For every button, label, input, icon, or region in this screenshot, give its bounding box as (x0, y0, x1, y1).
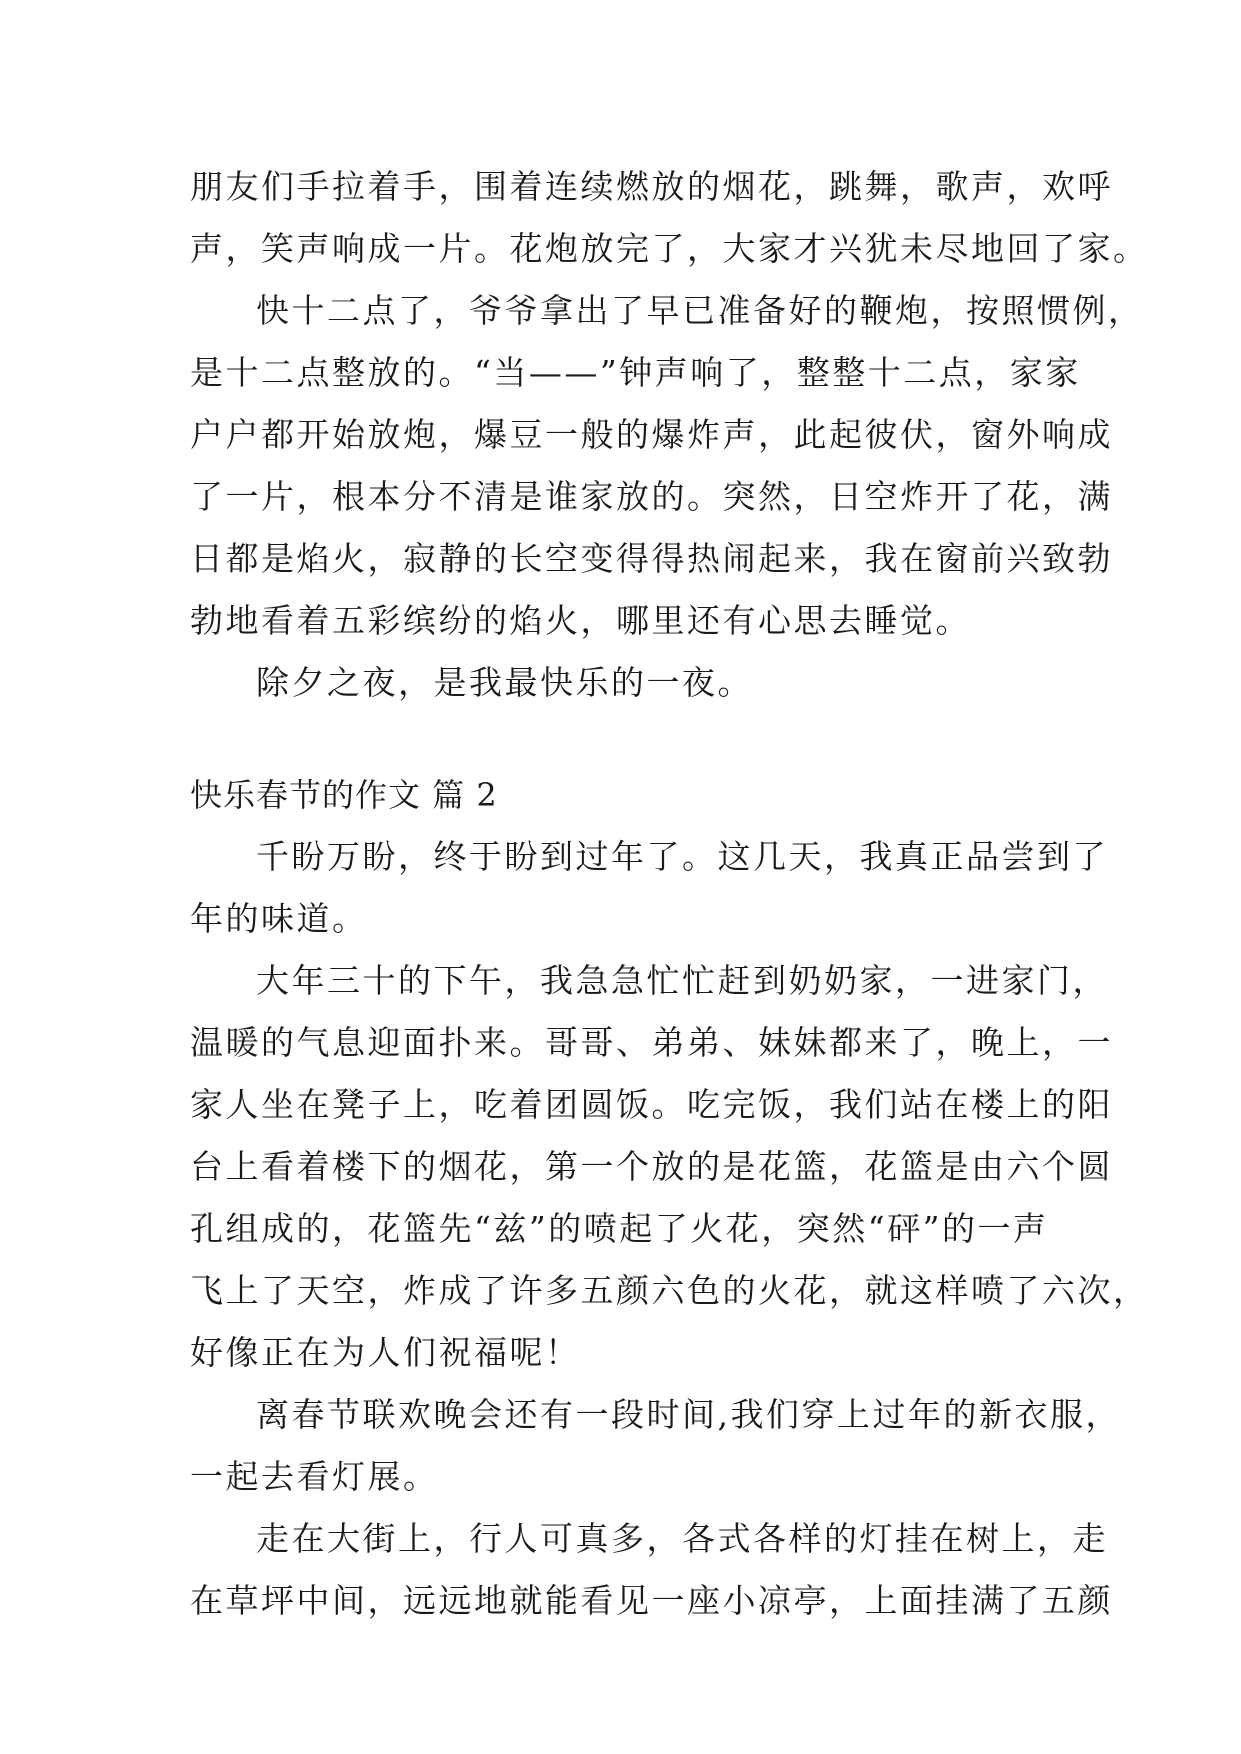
paragraph-line: 家人坐在凳子上，吃着团圆饭。吃完饭，我们站在楼上的阳 (190, 1085, 1113, 1124)
paragraph-line: 了一片，根本分不清是谁家放的。突然，日空炸开了花，满 (190, 477, 1113, 516)
paragraph-line: 好像正在为人们祝福呢！ (190, 1333, 581, 1372)
paragraph-line: 台上看着楼下的烟花，第一个放的是花篮，花篮是由六个圆 (190, 1147, 1113, 1186)
paragraph-line: 勃地看着五彩缤纷的焰火，哪里还有心思去睡觉。 (190, 601, 971, 640)
document-page (190, 156, 1149, 1632)
paragraph-line: 飞上了天空，炸成了许多五颜六色的火花，就这样喷了六次， (190, 1271, 1149, 1310)
paragraph-line: 孔组成的，花篮先“兹”的喷起了火花，突然“砰”的一声 (190, 1209, 1049, 1248)
paragraph-line: 千盼万盼，终于盼到过年了。这几天，我真正品尝到了 (256, 837, 1108, 876)
paragraph-line: 走在大街上，行人可真多，各式各样的灯挂在树上，走 (256, 1519, 1108, 1558)
paragraph-line: 日都是焰火，寂静的长空变得得热闹起来，我在窗前兴致勃 (190, 539, 1113, 578)
paragraph-line: 在草坪中间，远远地就能看见一座小凉亭，上面挂满了五颜 (190, 1581, 1113, 1620)
paragraph-line: 朋友们手拉着手，围着连续燃放的烟花，跳舞，歌声，欢呼 (190, 167, 1113, 206)
paragraph-line: 年的味道。 (190, 899, 368, 938)
paragraph-line: 离春节联欢晚会还有一段时间,我们穿上过年的新衣服， (256, 1395, 1121, 1434)
paragraph-line: 温暖的气息迎面扑来。哥哥、弟弟、妹妹都来了，晚上，一 (190, 1023, 1113, 1062)
section-heading: 快乐春节的作文 篇 2 (190, 776, 498, 814)
paragraph-line: 快十二点了，爷爷拿出了早已准备好的鞭炮，按照惯例， (256, 291, 1144, 330)
paragraph-line: 户户都开始放炮，爆豆一般的爆炸声，此起彼伏，窗外响成 (190, 415, 1113, 454)
paragraph-line: 是十二点整放的。“当——”钟声响了，整整十二点，家家 (190, 353, 1081, 392)
paragraph-line: 大年三十的下午，我急急忙忙赶到奶奶家，一进家门， (256, 961, 1108, 1000)
paragraph-line: 一起去看灯展。 (190, 1457, 439, 1496)
section-gap (190, 714, 1050, 764)
paragraph-line: 声，笑声响成一片。花炮放完了，大家才兴犹未尽地回了家。 (190, 229, 1149, 268)
paragraph-line: 除夕之夜，是我最快乐的一夜。 (256, 663, 753, 702)
